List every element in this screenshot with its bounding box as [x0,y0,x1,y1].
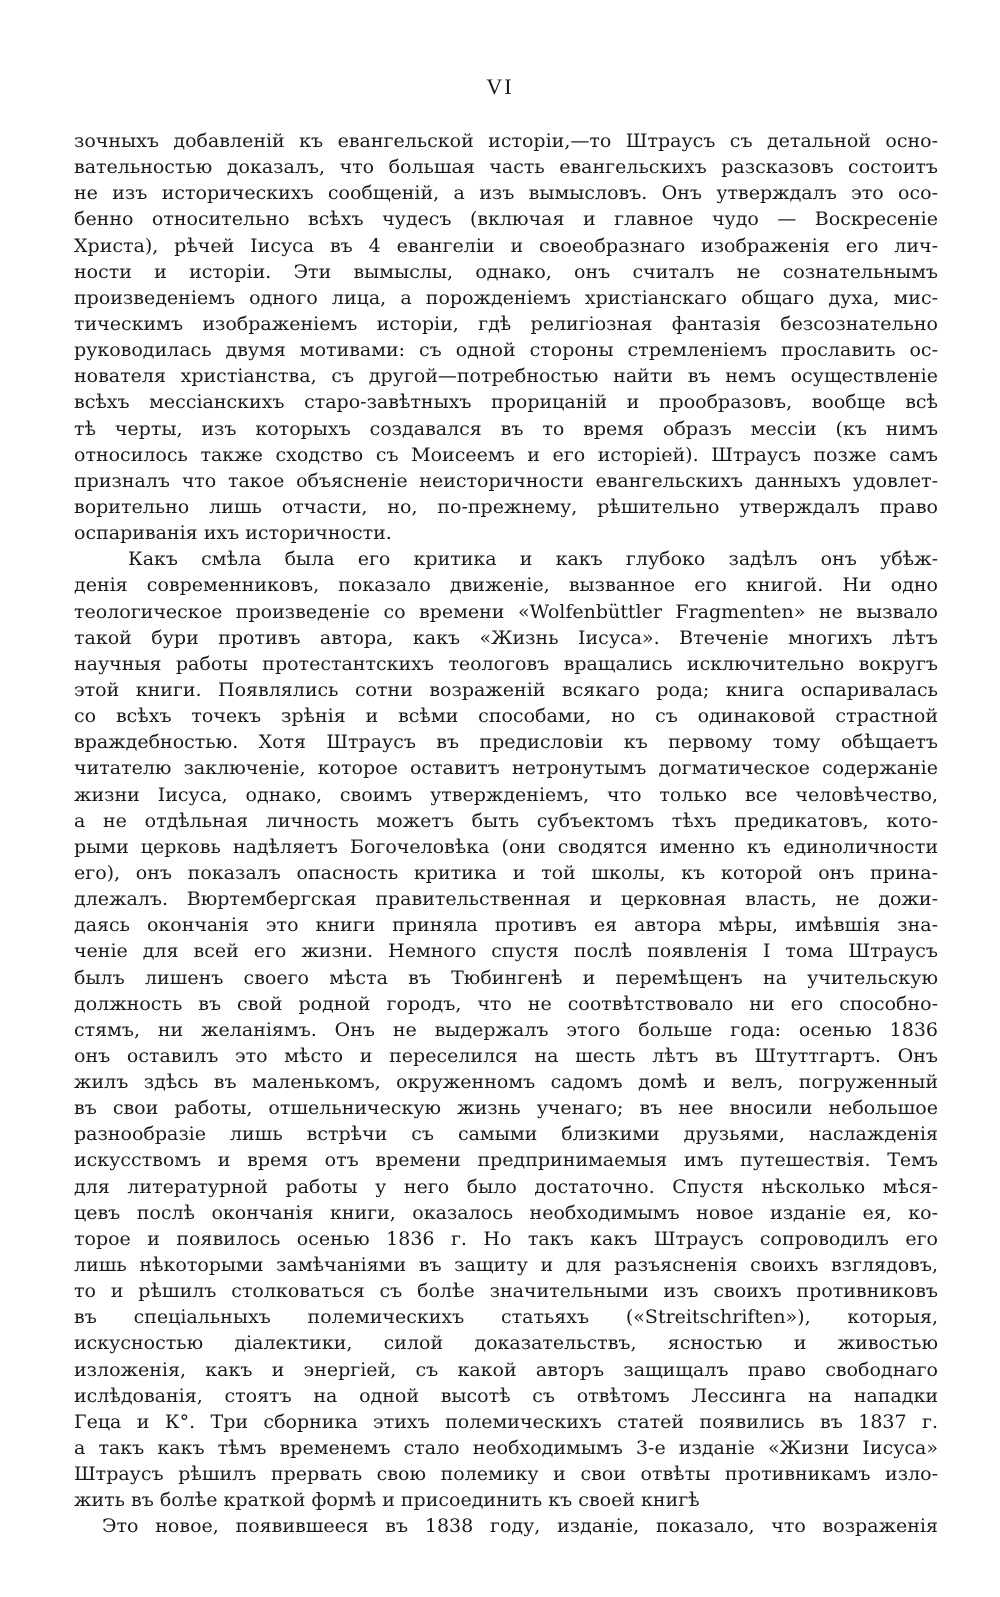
text-line: всѣхъ мессіанскихъ старо-завѣтныхъ прорицаній и прообразовъ, вообще всѣ [74,391,938,414]
text-line: научныя работы протестантскихъ теологовъ вращались исключительно вокругъ [74,652,938,675]
text-line: нователя христіанства, съ другой—потребностью найти въ немъ осуществленіе [74,365,938,388]
page-number: VI [486,74,514,99]
text-line: не изъ историческихъ сообщеній, а изъ вымысловъ. Онъ утверждалъ это осо- [74,182,938,205]
text-line: торое и появилось осенью 1836 г. Но такъ какъ Штраусъ сопроводилъ его [74,1227,938,1250]
text-line: рыми церковь надѣляетъ Богочеловѣка (они сводятся именно къ единоличности [74,835,938,858]
text-line: такой бури противъ автора, какъ «Жизнь Іисуса». Втеченіе многихъ лѣтъ [74,626,938,649]
text-line: денія современниковъ, показало движеніе, вызванное его книгой. Ни одно [74,574,938,597]
text-line: теологическое произведеніе со времени «Wolfenbüttler Fragmenten» не вызвало [74,600,938,623]
text-line: ворительно лишь отчасти, но, по-прежнему, рѣшительно утверждалъ право [74,495,938,518]
text-line: жизни Іисуса, однако, своимъ утвержденіемъ, что только все человѣчество, [74,783,938,806]
text-line: бенно относительно всѣхъ чудесъ (включая и главное чудо — Воскресеніе [74,208,938,231]
paragraph [74,128,938,546]
text-line: Штраусъ рѣшилъ прервать свою полемику и свои отвѣты противникамъ изло- [74,1463,938,1486]
text-line: со всѣхъ точекъ зрѣнія и всѣми способами, но съ одинаковой страстной [74,705,938,728]
text-line: произведеніемъ одного лица, а порожденіемъ христіанскаго общаго духа, мис- [74,286,938,309]
text-line: этой книги. Появлялись сотни возраженій всякаго рода; книга оспаривалась [74,678,938,701]
body-text [74,128,938,1540]
text-line: враждебностью. Хотя Штраусъ въ предисловіи къ первому тому обѣщаетъ [74,731,938,754]
text-line: тическимъ изображеніемъ исторіи, гдѣ религіозная фантазія безсознательно [74,312,938,335]
text-line: искусствомъ и время отъ времени предпринимаемыя имъ путешествія. Темъ [74,1149,938,1172]
text-line: въ спеціальныхъ полемическихъ статьяхъ («Streitschriften»), которыя, [74,1306,938,1329]
text-line: его), онъ показалъ опасность критика и той школы, къ которой онъ прина- [74,861,938,884]
text-line: искусностью діалектики, силой доказательствъ, ясностью и живостью [74,1332,938,1355]
paragraph [74,1513,938,1539]
text-line: жилъ здѣсь въ маленькомъ, окруженномъ садомъ домѣ и велъ, погруженный [74,1071,938,1094]
text-line: жить въ болѣе краткой формѣ и присоединить къ своей книгѣ [74,1489,700,1512]
text-line: Это новое, появившееся въ 1838 году, изданіе, показало, что возраженія [102,1515,938,1538]
text-line: изложенія, какъ и энергіей, съ какой авторъ защищалъ право свободнаго [74,1358,938,1381]
text-line: лишь нѣкоторыми замѣчаніями въ защиту и для разъясненія своихъ взглядовъ, [74,1254,938,1277]
text-line: ченіе для всей его жизни. Немного спустя послѣ появленія I тома Штраусъ [74,940,938,963]
text-line: читателю заключеніе, которое оставитъ нетронутымъ догматическое содержаніе [74,757,938,780]
text-line: длежалъ. Вюртембергская правительственная и церковная власть, не дожи- [74,888,938,911]
text-line: ислѣдованія, стоятъ на одной высотѣ съ отвѣтомъ Лессинга на нападки [74,1384,938,1407]
text-line: ности и исторіи. Эти вымыслы, однако, онъ считалъ не сознательнымъ [74,260,938,283]
text-line: руководилась двумя мотивами: съ одной стороны стремленіемъ прославить ос- [74,339,938,362]
text-line: оспариванія ихъ историчности. [74,522,392,545]
text-line: а не отдѣльная личность можетъ быть субъектомъ тѣхъ предикатовъ, кото- [74,809,938,832]
text-line: цевъ послѣ окончанія книги, оказалось необходимымъ новое изданіе ея, ко- [74,1201,938,1224]
text-line: былъ лишенъ своего мѣста въ Тюбингенѣ и перемѣщенъ на учительскую [74,966,938,989]
text-line: зочныхъ добавленій къ евангельской исторіи,—то Штраусъ съ детальной осно- [74,130,938,152]
text-line: призналъ что такое объясненіе неисторичности евангельскихъ данныхъ удовлет- [74,469,938,492]
text-line: то и рѣшилъ столковаться съ болѣе значительными изъ своихъ противниковъ [74,1280,938,1303]
text-line: должность въ свой родной городъ, что не соотвѣтствовало ни его способно- [74,992,938,1015]
text-line: онъ оставилъ это мѣсто и переселился на шесть лѣтъ въ Штуттгартъ. Онъ [74,1044,938,1067]
text-line: Геца и К°. Три сборника этихъ полемическихъ статей появились въ 1837 г. [74,1410,938,1433]
text-line: относилось также сходство съ Моисеемъ и его исторіей). Штраусъ позже самъ [74,443,938,466]
text-line: для литературной работы у него было достаточно. Спустя нѣсколько мѣся- [74,1175,938,1198]
paragraph [74,546,938,1513]
text-line: въ свои работы, отшельническую жизнь ученаго; въ нее вносили небольшое [74,1097,938,1120]
text-line: Христа), рѣчей Іисуса въ 4 евангеліи и своеобразнаго изображенія его лич- [74,234,938,257]
text-line: разнообразіе лишь встрѣчи съ самыми близкими друзьями, наслажденія [74,1123,938,1146]
text-line: стямъ, ни желаніямъ. Онъ не выдержалъ этого больше года: осенью 1836 [74,1018,938,1041]
text-line: а такъ какъ тѣмъ временемъ стало необходимымъ 3-е изданіе «Жизни Іисуса» [74,1437,938,1460]
text-line: Какъ смѣла была его критика и какъ глубоко задѣлъ онъ убѣж- [128,548,938,571]
text-line: тѣ черты, изъ которыхъ создавался въ то время образъ мессіи (къ нимъ [74,417,938,440]
text-line: даясь окончанія это книги приняла противъ ея автора мѣры, имѣвшія зна- [74,914,938,937]
text-line: вательностью доказалъ, что большая часть евангельскихъ разсказовъ состоитъ [74,156,938,179]
